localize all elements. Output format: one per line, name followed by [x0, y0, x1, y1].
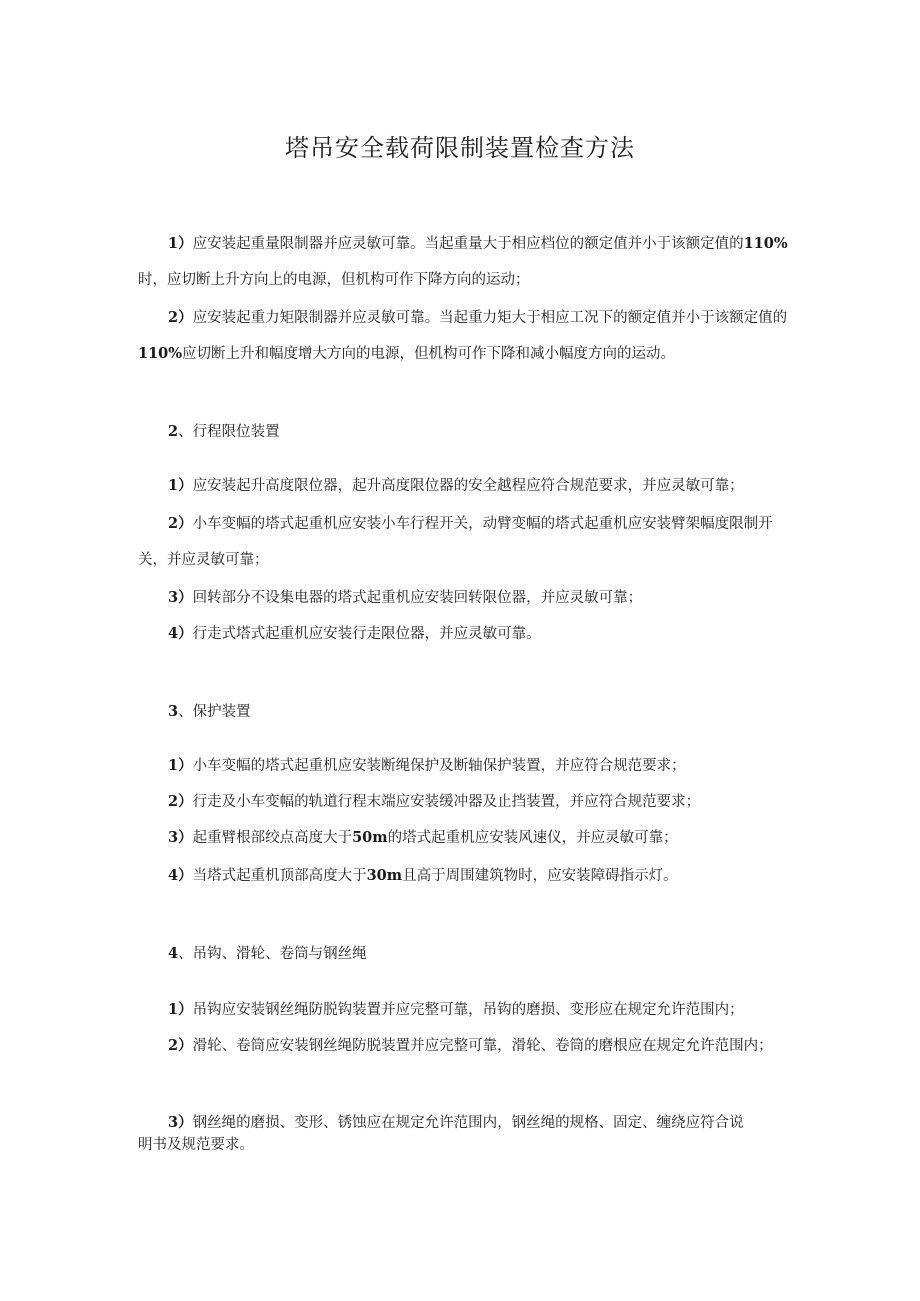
item-number: 3） [168, 1114, 193, 1131]
item-number: 4） [168, 867, 193, 884]
item-number: 2） [168, 793, 193, 810]
paragraph-text: 回转部分不设集电器的塔式起重机应安装回转限位器，并应灵敏可靠； [192, 590, 643, 606]
paragraph-text-cont: 的塔式起重机应安装风速仪，并应灵敏可靠； [387, 830, 678, 846]
paragraph [138, 616, 788, 652]
paragraph-text: 行走及小车变幅的轨道行程末端应安装缓冲器及止挡装置，并应符合规范要求； [192, 794, 701, 810]
item-number: 4） [168, 625, 193, 642]
paragraph-text: 当塔式起重机顶部高度大于 [192, 868, 367, 884]
paragraph [138, 1028, 788, 1064]
paragraph [138, 468, 788, 504]
paragraph-text-cont: 且高于周围建筑物时，应安装障碍指示灯。 [402, 868, 678, 884]
section-number: 2 [168, 423, 179, 440]
paragraph-text: 应安装起升高度限位器，起升高度限位器的安全越程应符合规范要求，并应灵敏可靠； [192, 478, 744, 494]
item-number: 1） [168, 757, 193, 774]
item-number: 2） [168, 1037, 193, 1054]
paragraph [138, 992, 788, 1028]
paragraph-text: 起重臂根部绞点高度大于 [192, 830, 353, 846]
paragraph-text-cont: 应切断上升和幅度增大方向的电源，但机构可作下降和减小幅度方向的运动。 [182, 346, 676, 362]
item-number: 1） [168, 1001, 193, 1018]
section-number: 3 [168, 703, 179, 720]
section-title: 、行程限位装置 [178, 424, 280, 440]
paragraph [138, 300, 788, 372]
bold-value: 110% [138, 345, 183, 362]
section-number: 4 [168, 945, 179, 962]
section-heading [138, 694, 788, 730]
item-number: 1） [168, 477, 193, 494]
paragraph-text: 行走式塔式起重机应安装行走限位器，并应灵敏可靠。 [192, 626, 541, 642]
item-number: 2） [168, 515, 193, 532]
item-number: 3） [168, 829, 193, 846]
item-number: 2） [168, 309, 193, 326]
paragraph [138, 580, 788, 616]
paragraph [138, 1112, 758, 1156]
paragraph-text-cont: 时，应切断上升方向上的电源，但机构可作下降方向的运动； [138, 272, 530, 288]
bold-value: 50m [352, 829, 388, 846]
bold-value: 30m [366, 867, 403, 884]
bold-value: 110% [743, 235, 788, 252]
paragraph [138, 858, 788, 894]
item-number: 1） [168, 235, 193, 252]
section-title: 、吊钩、滑轮、卷筒与钢丝绳 [178, 946, 367, 962]
section-heading [138, 936, 788, 972]
paragraph [138, 748, 788, 784]
item-number: 3） [168, 589, 193, 606]
paragraph [138, 820, 788, 856]
paragraph [138, 784, 788, 820]
section-title: 、保护装置 [178, 704, 251, 720]
paragraph-text: 钢丝绳的磨损、变形、锈蚀应在规定允许范围内，钢丝绳的规格、固定、缠绕应符合说明书及规范要求。 [138, 1115, 744, 1153]
page-title: 塔吊安全载荷限制装置检查方法 [285, 134, 635, 162]
paragraph-text: 应安装起重力矩限制器并应灵敏可靠。当起重力矩大于相应工况下的额定值并小于该额定值的 [192, 310, 788, 326]
section-heading [138, 414, 788, 450]
paragraph [138, 226, 788, 298]
paragraph-text: 滑轮、卷筒应安装钢丝绳防脱装置并应完整可靠，滑轮、卷筒的磨根应在规定允许范围内； [192, 1038, 773, 1054]
paragraph-text: 吊钩应安装钢丝绳防脱钩装置并应完整可靠，吊钩的磨损、变形应在规定允许范围内； [192, 1002, 744, 1018]
paragraph-text: 小车变幅的塔式起重机应安装小车行程开关，动臂变幅的塔式起重机应安装臂架幅度限制开关，并应灵敏可靠； [138, 516, 773, 568]
paragraph [138, 506, 788, 578]
paragraph-text: 应安装起重量限制器并应灵敏可靠。当起重量大于相应档位的额定值并小于该额定值的 [192, 236, 744, 252]
paragraph-text: 小车变幅的塔式起重机应安装断绳保护及断轴保护装置，并应符合规范要求； [192, 758, 686, 774]
